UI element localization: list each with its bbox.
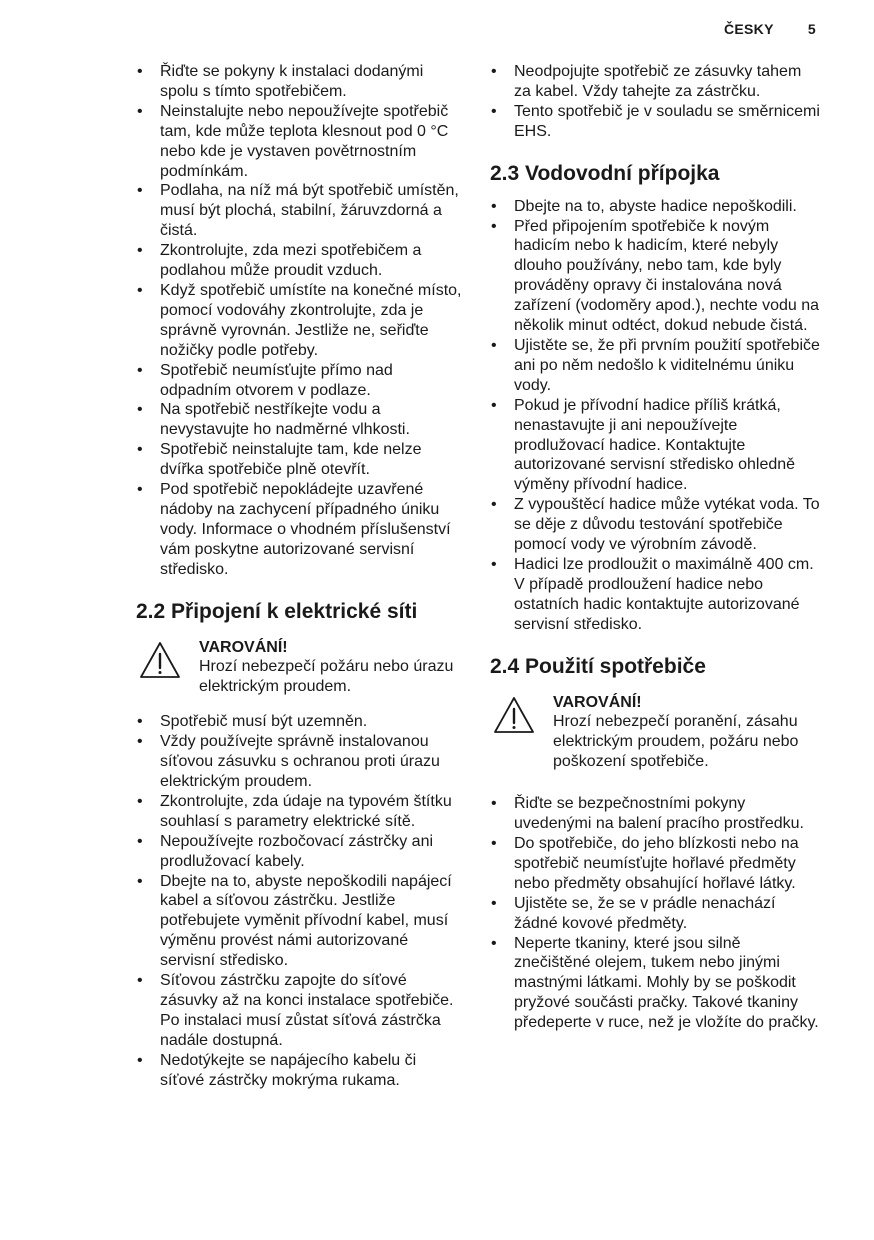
electrical-list <box>136 712 462 1090</box>
list-item: • Řiďte se bezpečnostními pokyny uvedenými na balení pracího prostředku. <box>490 794 820 834</box>
installation-list <box>136 62 462 580</box>
list-item: • Ujistěte se, že při prvním použití spotřebiče ani po něm nedošlo k viditelnému úniku vody. <box>490 336 820 396</box>
list-item: • Tento spotřebič je v souladu se směrnicemi EHS. <box>490 102 820 142</box>
list-item: • Zkontrolujte, zda mezi spotřebičem a podlahou může proudit vzduch. <box>136 241 462 281</box>
page-header <box>724 21 816 37</box>
list-item: • Pod spotřebič nepokládejte uzavřené nádoby na zachycení případného úniku vody. Informace o vhodném příslušenství vám poskytne autorizované servisní středisko. <box>136 480 462 580</box>
list-item: • Podlaha, na níž má být spotřebič umístěn, musí být plochá, stabilní, žáruvzdorná a čistá. <box>136 181 462 241</box>
warning-box <box>490 693 820 773</box>
list-item: • Nedotýkejte se napájecího kabelu či síťové zástrčky mokrýma rukama. <box>136 1051 462 1091</box>
section-heading-2-3: 2.3 Vodovodní přípojka <box>490 161 720 185</box>
list-item: • Před připojením spotřebiče k novým hadicím nebo k hadicím, které nebyly dlouho používány, nebo tam, kde byly prováděny opravy či instalována nová zařízení (vodoměry apod.), nechte vodu na několik minut odtéct, dokud nebude čistá. <box>490 217 820 336</box>
list-item: • Zkontrolujte, zda údaje na typovém štítku souhlasí s parametry elektrické sítě. <box>136 792 462 832</box>
list-item: • Neperte tkaniny, které jsou silně znečištěné olejem, tukem nebo jinými mastnými látkami. Mohly by se poškodit pryžové součásti pračky. Takové tkaniny předeperte v ruce, než je vložíte do pračky. <box>490 934 820 1034</box>
list-item: • Když spotřebič umístíte na konečné místo, pomocí vodováhy zkontrolujte, zda je správně vyrovnán. Jestliže ne, seřiďte nožičky podle potřeby. <box>136 281 462 361</box>
left-column <box>136 62 462 1091</box>
list-item: • Síťovou zástrčku zapojte do síťové zásuvky až na konci instalace spotřebiče. Po instalaci musí zůstat síťová zástrčka nadále dostupná. <box>136 971 462 1051</box>
list-item: • Ujistěte se, že se v prádle nenachází žádné kovové předměty. <box>490 894 820 934</box>
page-number: 5 <box>807 21 816 37</box>
warning-title: VAROVÁNÍ! <box>199 638 288 656</box>
water-list <box>490 197 820 635</box>
list-item: • Na spotřebič nestříkejte vodu a nevystavujte ho nadměrné vlhkosti. <box>136 400 462 440</box>
section-heading-2-2: 2.2 Připojení k elektrické síti <box>136 599 418 623</box>
list-item: • Spotřebič neinstalujte tam, kde nelze dvířka spotřebiče plně otevřít. <box>136 440 462 480</box>
continued-list <box>490 62 820 142</box>
list-item: • Neinstalujte nebo nepoužívejte spotřebič tam, kde může teplota klesnout pod 0 °C nebo kde je vystaven povětrnostním podmínkám. <box>136 102 462 182</box>
warning-triangle-icon <box>139 641 181 679</box>
list-item: • Řiďte se pokyny k instalaci dodanými spolu s tímto spotřebičem. <box>136 62 462 102</box>
list-item: • Dbejte na to, abyste nepoškodili napájecí kabel a síťovou zástrčku. Jestliže potřebujete vyměnit přívodní kabel, musí výměnu provést námi autorizované servisní středisko. <box>136 872 462 972</box>
list-item: • Spotřebič musí být uzemněn. <box>136 712 462 732</box>
list-item: • Dbejte na to, abyste hadice nepoškodili. <box>490 197 820 217</box>
right-column <box>490 62 820 1033</box>
list-item: • Pokud je přívodní hadice příliš krátká, nenastavujte ji ani nepoužívejte prodlužovací hadice. Kontaktujte autorizované servisní středisko ohledně výměny přívodní hadice. <box>490 396 820 496</box>
list-item: • Z vypouštěcí hadice může vytékat voda. To se děje z důvodu testování spotřebiče pomocí vody ve výrobním závodě. <box>490 495 820 555</box>
warning-text: Hrozí nebezpečí požáru nebo úrazu elektrickým proudem. <box>199 658 454 696</box>
list-item: • Do spotřebiče, do jeho blízkosti nebo na spotřebič neumísťujte hořlavé předměty nebo předměty obsahující hořlavé látky. <box>490 834 820 894</box>
list-item: • Neodpojujte spotřebič ze zásuvky tahem za kabel. Vždy tahejte za zástrčku. <box>490 62 820 102</box>
language-label: ČESKY <box>723 21 774 37</box>
list-item: • Vždy používejte správně instalovanou síťovou zásuvku s ochranou proti úrazu elektrickým proudem. <box>136 732 462 792</box>
list-item: • Spotřebič neumísťujte přímo nad odpadním otvorem v podlaze. <box>136 361 462 401</box>
list-item: • Hadici lze prodloužit o maximálně 400 cm. V případě prodloužení hadice nebo ostatních hadic kontaktujte autorizované servisní středisko. <box>490 555 820 635</box>
warning-text: Hrozí nebezpečí poranění, zásahu elektrickým proudem, požáru nebo poškození spotřebiče. <box>553 713 799 771</box>
usage-list <box>490 794 820 1033</box>
warning-box <box>136 638 462 698</box>
list-item: • Nepoužívejte rozbočovací zástrčky ani prodlužovací kabely. <box>136 832 462 872</box>
section-heading-2-4: 2.4 Použití spotřebiče <box>490 654 706 678</box>
warning-triangle-icon <box>493 696 535 734</box>
warning-title: VAROVÁNÍ! <box>553 693 642 711</box>
